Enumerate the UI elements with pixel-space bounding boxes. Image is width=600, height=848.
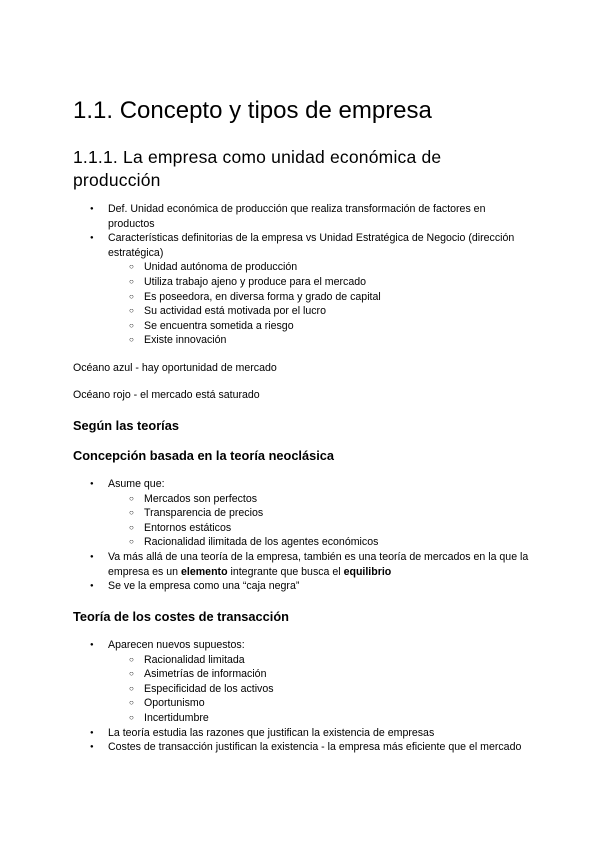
sublist-item: ○ Se encuentra sometida a riesgo [108,319,530,334]
sublist-item: ○ Unidad autónoma de producción [108,260,530,275]
sublist-item: ○ Asimetrías de información [108,667,530,682]
list-item: ● Se ve la empresa como una “caja negra” [0,579,600,594]
heading-neoclasica: Concepción basada en la teoría neoclásica [73,448,335,463]
list-item: ● La teoría estudia las razones que justifican la existencia de empresas [0,726,600,741]
sublist-item: ○ Su actividad está motivada por el lucro [108,304,530,319]
sublist-item: ○ Incertidumbre [108,711,530,726]
sublist-item: ○ Mercados son perfectos [108,492,530,507]
bold-equilibrio: equilibrio [343,565,392,578]
heading-teorias: Según las teorías [73,418,179,433]
list-item: ● Costes de transacción justifican la existencia - la empresa más eficiente que el mercado [0,740,600,755]
asume-sublist [108,492,530,550]
list-item: ● Características definitorias de la empresa vs Unidad Estratégica de Negocio (dirección estratégica) ○ Unidad autónoma de producción ○ Utiliza trabajo ajeno y produce para el mercado ○ Es poseedora, en diversa forma y grado de capital ○ Su actividad está motivada por el lucro ○ Se encuentra sometida a riesgo ○ Existe innovación [0,231,600,348]
list-item: ● Def. Unidad económica de producción que realiza transformación de factores en productos [0,202,600,231]
sublist-item: ○ Oportunismo [108,696,530,711]
section-subtitle: 1.1.1. La empresa como unidad económica de producción [73,147,442,190]
supuestos-sublist [108,653,530,726]
sublist-item: ○ Entornos estáticos [108,521,530,536]
characteristics-sublist [108,260,530,348]
definition-list [0,202,600,348]
oceano-rojo-line: Océano rojo - el mercado está saturado [73,389,260,401]
sublist-item: ○ Utiliza trabajo ajeno y produce para el mercado [108,275,530,290]
sublist-item: ○ Transparencia de precios [108,506,530,521]
oceano-azul-line: Océano azul - hay oportunidad de mercado [73,362,277,374]
costes-list [0,638,600,755]
sublist-item: ○ Existe innovación [108,333,530,348]
neoclasica-list [0,477,600,594]
list-item: ● Asume que: ○ Mercados son perfectos ○ Transparencia de precios ○ Entornos estáticos ○ Racionalidad ilimitada de los agentes económicos [0,477,600,550]
heading-costes: Teoría de los costes de transacción [73,609,289,624]
list-item: ● Aparecen nuevos supuestos: ○ Racionalidad limitada ○ Asimetrías de información ○ Especificidad de los activos ○ Oportunismo ○ Incertidumbre [0,638,600,726]
sublist-item: ○ Racionalidad limitada [108,653,530,668]
sublist-item: ○ Es poseedora, en diversa forma y grado de capital [108,290,530,305]
page-title: 1.1. Concepto y tipos de empresa [73,97,432,124]
bold-elemento: elemento [181,565,228,578]
sublist-item: ○ Especificidad de los activos [108,682,530,697]
list-item: ● Va más allá de una teoría de la empresa, también es una teoría de mercados en la que la empresa es un elemento integrante que busca el equilibrio [0,550,600,579]
sublist-item: ○ Racionalidad ilimitada de los agentes económicos [108,535,530,550]
